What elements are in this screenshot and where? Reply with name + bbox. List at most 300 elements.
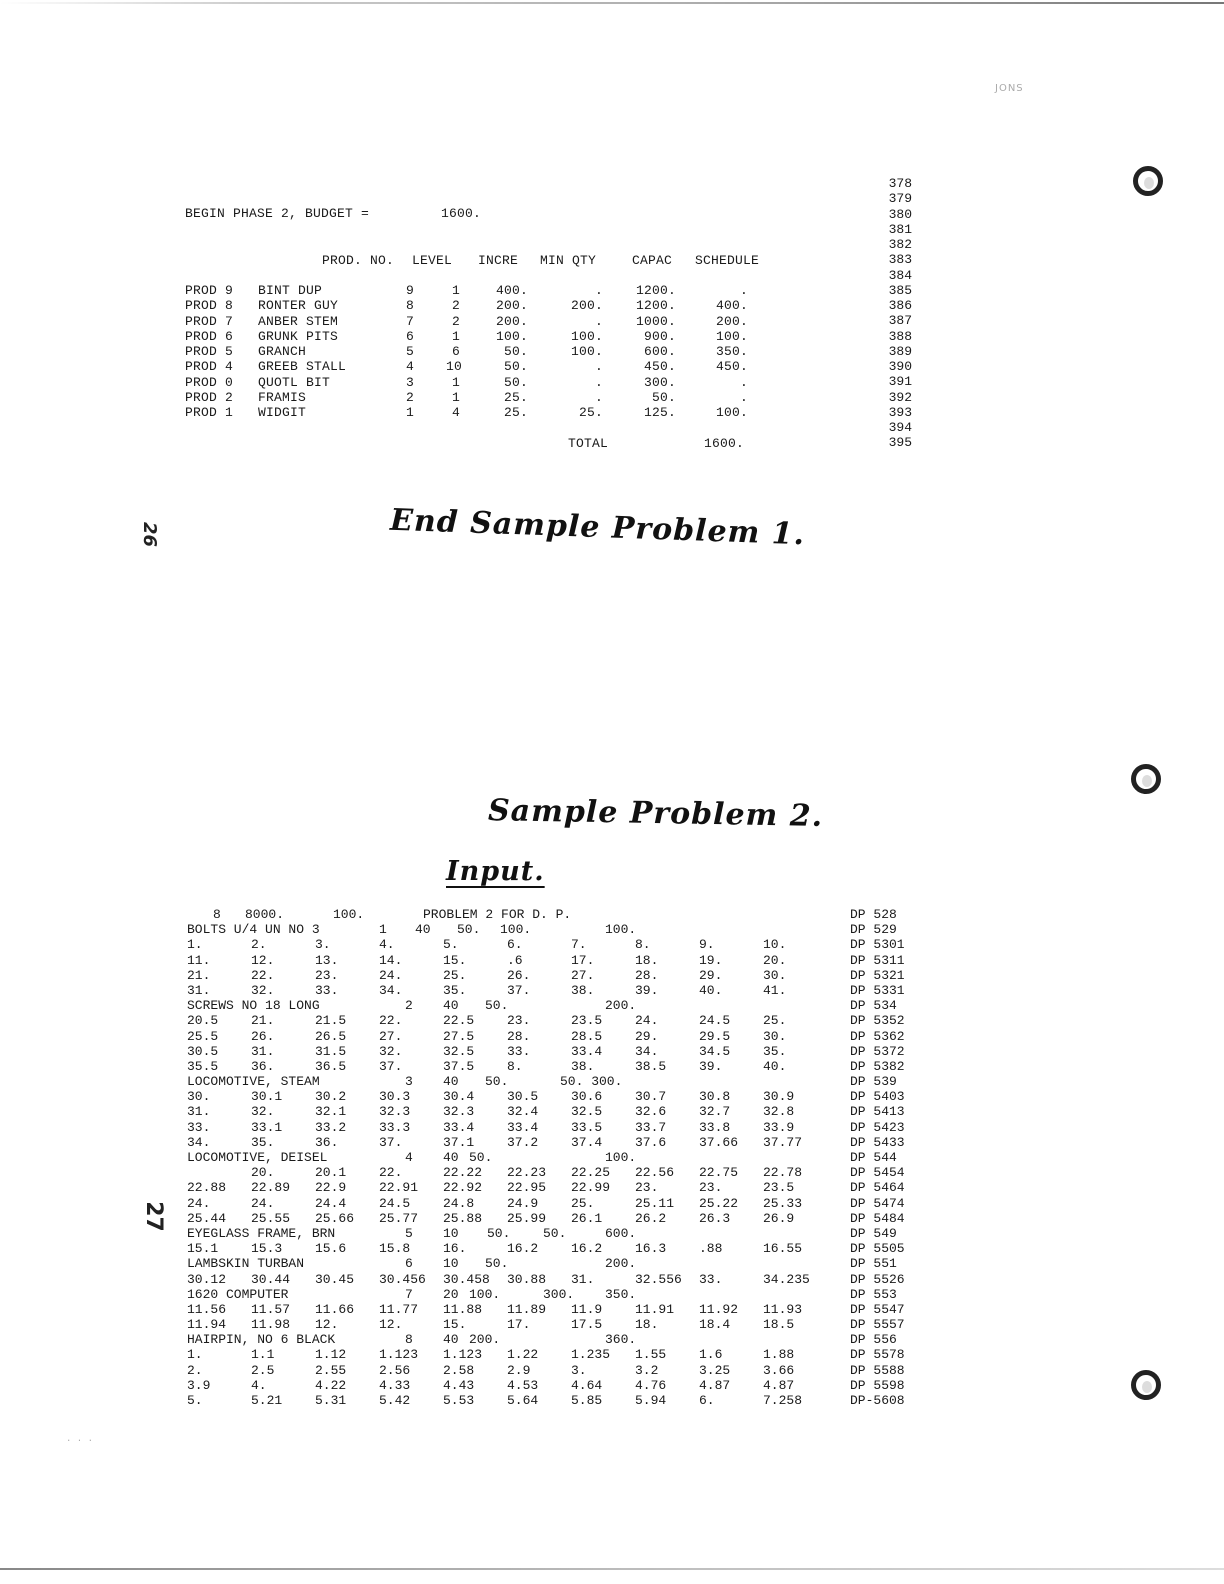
table-cell-capac: 900. [643,328,676,344]
dp-card-id: DP 5547 [850,1301,905,1317]
input-field: 26. [251,1028,275,1044]
input-field: 22.99 [571,1180,611,1196]
dp-card-id: DP 551 [850,1256,897,1272]
input-field: 34.5 [699,1043,731,1059]
input-field: 37.6 [635,1134,667,1150]
input-field: 31. [187,1104,211,1120]
input-field: 40 [443,1074,459,1090]
input-field: 15. [443,952,467,968]
input-field: 11.77 [379,1301,419,1317]
input-field: HAIRPIN, NO 6 BLACK [187,1332,336,1348]
input-field: 30.9 [763,1089,795,1105]
input-field: 26.2 [635,1210,667,1226]
line-number: 384 [888,267,912,283]
dp-card-id: DP 534 [850,998,897,1014]
input-field: 11.98 [251,1317,291,1333]
input-field: 25.66 [315,1210,355,1226]
input-field: 33.4 [443,1119,475,1135]
line-number: 394 [888,420,912,435]
input-field: 4.53 [507,1377,539,1393]
table-cell-capac: 1200. [635,298,676,314]
input-field: 2.58 [443,1362,475,1378]
input-field: 11.9 [571,1301,603,1317]
table-cell-prod: PROD 8 [185,298,234,314]
input-field: 1. [187,937,203,953]
input-field: 22.91 [379,1180,419,1196]
table-cell-incre: 200. [495,298,528,314]
handwritten-input-heading: Input. [446,856,545,887]
input-field: 10. [763,937,787,953]
input-field: 2.5 [251,1362,275,1378]
input-field: 17.5 [571,1317,603,1333]
table-cell-capac: 1200. [635,283,676,298]
input-field: 14. [379,952,403,968]
dp-card-id: DP-5608 [850,1393,905,1408]
input-field: 5 [405,1225,413,1241]
input-field: 4.43 [443,1377,475,1393]
total-value: 1600. [704,436,745,451]
input-field: 23. [315,967,339,983]
input-field: 360. [605,1332,637,1348]
input-field: 16.3 [635,1241,667,1257]
input-field: 4.87 [763,1377,795,1393]
input-field: 23.5 [571,1013,603,1029]
page-bottom-edge [0,1568,1224,1570]
input-field: 12. [251,952,275,968]
input-field: 33.1 [251,1119,283,1135]
input-field: 30.458 [443,1271,490,1287]
input-field: 3.25 [699,1362,731,1378]
input-field: LOCOMOTIVE, STEAM [187,1074,320,1090]
table-cell-min: . [594,389,603,405]
input-field: 30.1 [251,1089,283,1105]
input-field: 29.5 [699,1028,731,1044]
table-cell-prod: PROD 4 [185,359,234,375]
input-field: 25. [763,1013,787,1029]
input-field: 6. [699,1393,715,1408]
input-field: 18. [635,1317,659,1333]
dp-card-id: DP 5331 [850,982,905,998]
budget-value: 1600. [441,206,482,221]
input-field: 1.55 [635,1347,667,1363]
new-page-number: 27 [140,1201,166,1232]
input-field: 30.3 [379,1089,411,1105]
dp-card-id: DP 5578 [850,1347,905,1363]
input-field: 23. [635,1180,659,1196]
input-field: 37. [379,1058,403,1074]
header-capac: CAPAC [632,253,673,268]
header-incre: INCRE [478,253,519,268]
input-field: 32.3 [443,1104,475,1120]
input-field: 32. [251,1104,275,1120]
line-number: 389 [888,343,912,359]
input-field: SCREWS NO 18 LONG [187,998,320,1014]
table-cell-capac: 1000. [635,313,676,329]
input-field: 25.88 [443,1210,483,1226]
table-cell-schedule: 400. [715,298,748,314]
punch-hole-bottom [1131,1370,1161,1400]
line-number: 395 [888,435,912,451]
table-cell-schedule: . [739,283,748,298]
input-field: 350. [605,1286,637,1302]
input-field: 33.4 [507,1119,539,1135]
input-field: 2. [187,1362,203,1378]
dp-card-id: DP 5372 [850,1043,905,1059]
input-field: 39. [699,1058,723,1074]
input-field: 27. [379,1028,403,1044]
table-cell-schedule: 350. [715,344,748,360]
dp-card-id: DP 544 [850,1150,897,1165]
input-field: 24. [379,967,403,983]
input-field: .6 [507,952,523,968]
line-number: 391 [888,374,912,390]
input-field: 33.5 [571,1119,603,1135]
dp-card-id: DP 5433 [850,1134,905,1150]
input-field: 1.6 [699,1347,723,1363]
input-field: 32. [251,982,275,998]
table-cell-incre: 25. [503,405,528,421]
input-field: 24.8 [443,1195,475,1211]
input-field: 3.66 [763,1362,795,1378]
table-cell-no: 9 [405,283,414,298]
table-cell-prod: PROD 1 [185,405,234,421]
input-field: 33.2 [315,1119,347,1135]
input-field: 24. [187,1195,211,1211]
input-field: 21.5 [315,1013,347,1029]
input-field: 15.8 [379,1241,411,1257]
line-number: 379 [888,191,912,207]
input-field: 24. [635,1013,659,1029]
input-field: 35. [763,1043,787,1059]
table-cell-min: . [594,313,603,329]
input-field: 8000. [245,907,285,922]
table-cell-incre: 50. [503,359,528,375]
input-field: 200. [605,1256,637,1272]
input-field: 100. [605,922,637,938]
input-field: 26.5 [315,1028,347,1044]
input-field: 23. [699,1180,723,1196]
table-cell-prod: PROD 2 [185,389,234,405]
input-field: 19. [699,952,723,968]
line-number: 383 [888,252,912,268]
input-field: 29. [699,967,723,983]
input-field: 4.87 [699,1377,731,1393]
input-field: 18.5 [763,1317,795,1333]
table-cell-incre: 400. [495,283,528,298]
input-field: 8 [405,1332,413,1348]
input-field: 25.44 [187,1210,227,1226]
input-field: 20.5 [187,1013,219,1029]
input-field: 22. [379,1013,403,1029]
input-field: 26. [507,967,531,983]
input-field: 1620 COMPUTER [187,1286,289,1302]
scan-specks: · · · [66,1436,94,1446]
input-field: 25. [443,967,467,983]
input-field: 5. [187,1393,203,1408]
input-field: 11.56 [187,1301,227,1317]
input-field: 11.89 [507,1301,547,1317]
table-cell-min: 100. [570,344,603,360]
input-field: 17. [507,1317,531,1333]
input-field: 18. [635,952,659,968]
input-field: 30. [763,967,787,983]
input-field: 38. [571,1058,595,1074]
dp-card-id: DP 528 [850,907,897,922]
input-field: 100. [469,1286,501,1302]
table-cell-no: 2 [405,389,414,405]
input-field: 4.76 [635,1377,667,1393]
input-field: 12. [379,1317,403,1333]
input-field: 24.5 [699,1013,731,1029]
input-field: 18.4 [699,1317,731,1333]
input-field: 39. [635,982,659,998]
input-field: 25.33 [763,1195,803,1211]
input-field: 10 [443,1256,459,1272]
input-field: 23.5 [763,1180,795,1196]
input-field: 35. [251,1134,275,1150]
input-field: 22.22 [443,1165,483,1181]
input-field: 22.95 [507,1180,547,1196]
input-field: 32.4 [507,1104,539,1120]
handwritten-sample-problem-2: Sample Problem 2. [487,793,824,834]
input-field: 5.42 [379,1393,411,1408]
table-cell-incre: 200. [495,313,528,329]
dp-card-id: DP 529 [850,922,897,938]
input-field: 32. [379,1043,403,1059]
input-field: 21. [251,1013,275,1029]
input-field: 11. [187,952,211,968]
table-cell-name: RONTER GUY [258,298,339,314]
table-cell-capac: 50. [651,389,676,405]
input-field: 34. [635,1043,659,1059]
input-field: 7. [571,937,587,953]
input-field: 6 [405,1256,413,1272]
line-number: 385 [888,282,912,298]
input-field: 37.77 [763,1134,803,1150]
table-cell-min: 100. [570,328,603,344]
line-number: 390 [888,359,912,374]
input-field: 30.44 [251,1271,291,1287]
input-field: BOLTS U/4 UN NO 3 [187,922,320,938]
input-field: 36. [315,1134,339,1150]
input-field: 11.57 [251,1301,291,1317]
input-field: 100. [605,1150,637,1165]
input-field: 22.88 [187,1180,227,1196]
table-cell-no: 3 [405,374,414,390]
total-label: TOTAL [568,436,609,451]
dp-card-id: DP 5484 [850,1210,905,1226]
input-field: 22. [251,967,275,983]
table-cell-incre: 50. [503,374,528,390]
old-page-number: 26 [139,521,161,548]
table-cell-level: 1 [451,374,460,390]
input-field: 35. [443,982,467,998]
input-field: 30.456 [379,1271,426,1287]
input-field: 100. [333,907,365,922]
table-cell-no: 8 [405,298,414,314]
input-field: 23. [507,1013,531,1029]
input-field: 33.7 [635,1119,667,1135]
input-field: 22.56 [635,1165,675,1181]
faint-stamp: JONS [995,83,1024,94]
input-field: 3.2 [635,1362,659,1378]
input-field: 32.3 [379,1104,411,1120]
table-cell-capac: 450. [643,359,676,375]
table-cell-no: 5 [405,344,414,360]
input-field: 22.78 [763,1165,803,1181]
input-field: 31. [187,982,211,998]
table-cell-no: 4 [405,359,414,375]
input-field: 20. [251,1165,275,1181]
input-field: 17. [571,952,595,968]
input-field: 1.123 [379,1347,419,1363]
input-field: 300. [543,1286,575,1302]
header-min-qty: MIN QTY [540,253,597,268]
input-field: 37.1 [443,1134,475,1150]
line-number-column [872,176,912,451]
input-field: 37.4 [571,1134,603,1150]
input-field: 24.9 [507,1195,539,1211]
phase2-printout [0,0,1224,470]
table-cell-incre: 50. [503,344,528,360]
table-cell-schedule: 100. [715,405,748,421]
input-field: 3. [571,1362,587,1378]
input-field: 24.4 [315,1195,347,1211]
input-field: 30.8 [699,1089,731,1105]
input-field: 15. [443,1317,467,1333]
table-cell-level: 2 [451,298,460,314]
input-field: 30.12 [187,1271,227,1287]
input-field: 30.6 [571,1089,603,1105]
input-field: 16.2 [571,1241,603,1257]
table-cell-name: WIDGIT [258,405,307,421]
table-cell-schedule: 450. [715,359,748,375]
input-field: 25. [571,1195,595,1211]
table-cell-level: 4 [451,405,460,421]
table-cell-no: 7 [405,313,414,329]
input-field: 21. [187,967,211,983]
input-field: LOCOMOTIVE, DEISEL [187,1150,328,1165]
input-field: 11.93 [763,1301,803,1317]
input-field: 1.1 [251,1347,275,1363]
input-field: LAMBSKIN TURBAN [187,1256,305,1272]
input-field: 8. [635,937,651,953]
input-field: 50. 300. [560,1074,623,1090]
input-field: 25.77 [379,1210,419,1226]
input-field: 28.5 [571,1028,603,1044]
input-field: 1.88 [763,1347,795,1363]
input-field: 15.1 [187,1241,219,1257]
input-field: 7 [405,1286,413,1302]
input-field: 9. [699,937,715,953]
input-field: 50. [487,1225,511,1241]
input-field: 27.5 [443,1028,475,1044]
input-field: 31.5 [315,1043,347,1059]
table-cell-min: . [594,283,603,298]
input-field: 50. [543,1225,567,1241]
input-field: 26.1 [571,1210,603,1226]
input-field: 32.8 [763,1104,795,1120]
dp-card-id: DP 5464 [850,1180,905,1196]
input-field: 5. [443,937,459,953]
input-field: 4. [251,1377,267,1393]
input-field: 41. [763,982,787,998]
table-cell-min: 25. [578,405,603,421]
line-number: 387 [888,313,912,329]
input-field: 8 [213,907,221,922]
input-field: 34. [379,982,403,998]
input-field: 20 [443,1286,459,1302]
input-field: 200. [469,1332,501,1348]
table-cell-capac: 600. [643,344,676,360]
input-field: 22. [379,1165,403,1181]
input-field: 4.22 [315,1377,347,1393]
input-field: 4.33 [379,1377,411,1393]
input-field: 11.66 [315,1301,355,1317]
input-field: 5.64 [507,1393,539,1408]
dp-card-id: DP 5301 [850,937,905,953]
table-cell-level: 1 [451,389,460,405]
input-field: 28. [635,967,659,983]
input-field: 33.9 [763,1119,795,1135]
line-number: 386 [888,298,912,313]
table-cell-name: GRUNK PITS [258,328,339,344]
input-field: 22.89 [251,1180,291,1196]
input-field: 15.3 [251,1241,283,1257]
input-field: 33.8 [699,1119,731,1135]
dp-card-id: DP 5598 [850,1377,905,1393]
input-field: 36.5 [315,1058,347,1074]
table-cell-level: 6 [451,344,460,360]
input-field: 22.23 [507,1165,547,1181]
table-cell-level: 1 [451,328,460,344]
input-field: 11.91 [635,1301,675,1317]
dp-card-id: DP 5362 [850,1028,905,1044]
input-field: 5.31 [315,1393,347,1408]
header-schedule: SCHEDULE [695,253,760,268]
input-field: 30.45 [315,1271,355,1287]
table-cell-min: . [594,374,603,390]
input-field: 16.55 [763,1241,803,1257]
input-field: 600. [605,1225,637,1241]
line-number: 378 [888,176,912,191]
input-field: 24.5 [379,1195,411,1211]
table-cell-level: 10 [446,359,463,375]
input-field: 38. [571,982,595,998]
dp-card-id: DP 5382 [850,1058,905,1074]
input-field: 5.21 [251,1393,283,1408]
input-field: 40 [443,998,459,1014]
input-field: 37.5 [443,1058,475,1074]
input-field: 32.6 [635,1104,667,1120]
input-field: 16.2 [507,1241,539,1257]
input-field: 30.4 [443,1089,475,1105]
input-field: 25.22 [699,1195,739,1211]
handwritten-end-note: End Sample Problem 1. [389,502,806,553]
input-field: 2.56 [379,1362,411,1378]
input-field: 40 [415,922,431,938]
line-number: 382 [888,237,912,252]
table-cell-prod: PROD 6 [185,328,234,344]
input-field: 50. [469,1150,493,1165]
input-field: 25.5 [187,1028,219,1044]
dp-card-id: DP 5505 [850,1241,905,1257]
input-field: 16. [443,1241,467,1257]
input-field: 33. [507,1043,531,1059]
input-field: 8. [507,1058,523,1074]
input-field: 36. [251,1058,275,1074]
line-number: 380 [888,206,912,222]
